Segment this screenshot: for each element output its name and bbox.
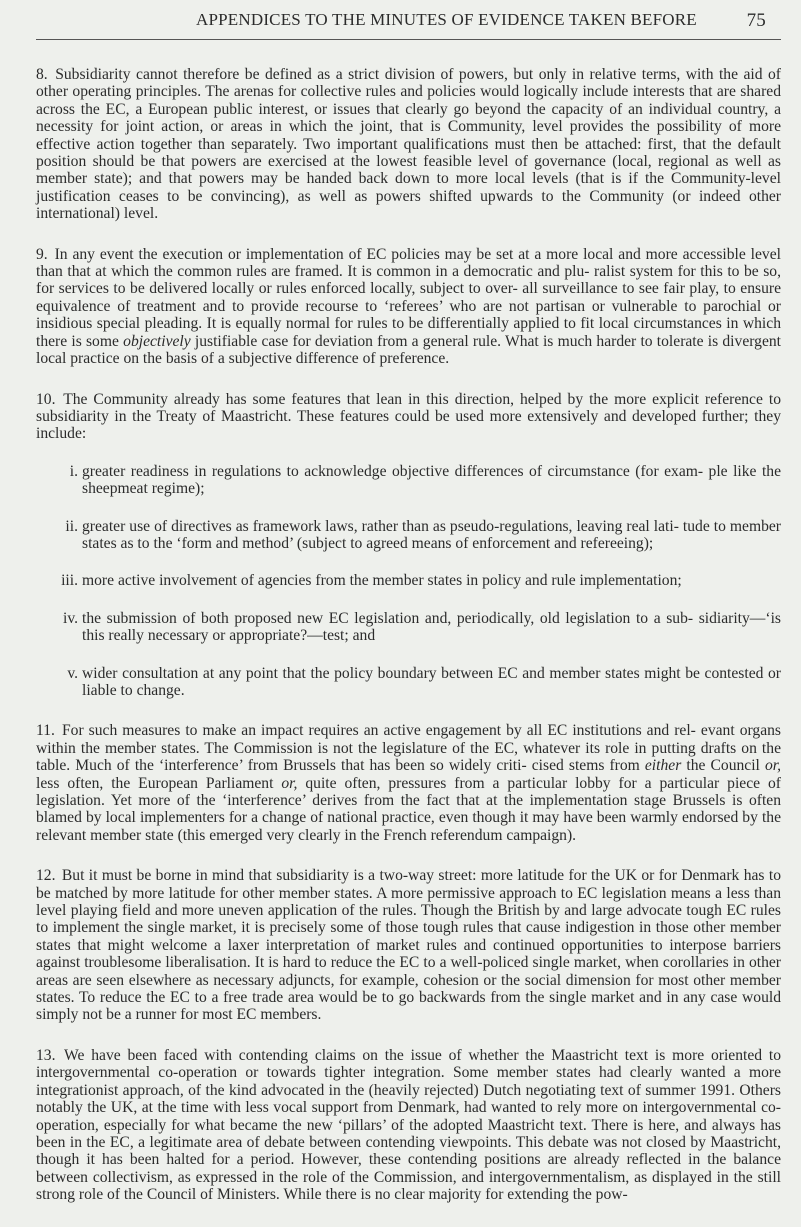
page-number: 75 — [746, 10, 766, 31]
paragraph-number: 10. — [36, 390, 56, 408]
paragraph-9 — [36, 246, 781, 368]
subsidiarity-measures-list — [36, 463, 781, 700]
paragraph-8 — [36, 66, 781, 223]
emphasis-or: or, — [764, 757, 782, 775]
paragraph-10 — [36, 391, 781, 443]
paragraph-text-cont: justifiable case for deviation from a general rule. What is much harder to tolerate is divergent local practice on the basis of a subjective difference of preference. — [36, 332, 781, 368]
page-header — [196, 6, 766, 42]
list-item-text: the submission of both proposed new EC legislation and, periodically, old legislation to a sub- sidiarity—‘is this really necessary or appropriate?—test; and — [82, 609, 781, 645]
list-numeral: iii. — [61, 572, 78, 590]
paragraph-number: 8. — [36, 66, 48, 83]
list-item-text: wider consultation at any point that the policy boundary between EC and member states might be contested or liable to change. — [82, 664, 781, 699]
list-numeral: iv. — [62, 609, 78, 627]
paragraph-number: 11. — [36, 722, 55, 740]
paragraph-text: We have been faced with contending claims on the issue of whether the Maastricht text is more oriented to intergovernmental co-operation or towards tighter integration. Some member states had clearly wanted a more integrationist approach, of the kind advocated in the (heavily rejected) Dutch negotiating text of summer 1991. Others notably the UK, at the time with less vocal support from Denmark, had wanted to rely more on intergovernmental co-operation, especially for what became the new ‘pillars’ of the adopted Maastricht text. There is here, and always has been in the EC, a legitimate area of debate between contending viewpoints. This debate was not closed by Maastricht, though it has been halted for a period. However, these contending positions are already reflected in the balance between collectivism, as expressed in the role of the Commission, and intergovernmentalism, as displayed in the still strong role of the Council of Ministers. While there is no clear majority for extending the pow- — [36, 1046, 781, 1204]
paragraph-text-cont: the Council — [686, 757, 760, 775]
paragraph-12 — [36, 867, 781, 1024]
emphasis-either: either — [644, 757, 682, 775]
list-item — [36, 463, 781, 498]
paragraph-text: Subsidiarity cannot therefore be defined as a strict division of powers, but only in relative terms, with the aid of other operating principles. The arenas for collective rules and policies would logically include interests that are shared across the EC, a European public interest, or issues that clearly go beyond the capacity of an individual country, a necessity for joint action, or areas in which the joint, that is Community, level provides the possibility of more effective action together than separately. Two important qualifications must then be attached: first, that the default position should be that powers are exercised at the lowest feasible level of governance (local, regional as well as member state); and that powers may be handed back down to more local levels (that is if the Community-level justification ceases to be convincing), as well as powers shifted upwards to the Community (or indeed other international) level. — [36, 66, 781, 223]
list-item-text: greater readiness in regulations to acknowledge objective differences of circumstance (for exam- ple like the sheepmeat regime); — [82, 462, 781, 498]
list-numeral: v. — [67, 664, 78, 682]
paragraph-text: The Community already has some features that lean in this direction, helped by the more explicit reference to subsidiarity in the Treaty of Maastricht. These features could be used more extensively and developed further; they include: — [36, 390, 781, 443]
paragraph-text: In any event the execution or implementation of EC policies may be set at a more local and more accessible level than that at which the common rules are framed. It is common in a democratic and plu- ralist system for this to be so, for services to be delivered locally or rules enforced locally, subject to over- all surveillance to see fair play, to ensure equivalence of treatment and to provide recourse to ‘referees’ who are not partisan or vulnerable to parochial or insidious special pleading. It is equally normal for rules to be differentially applied to fit local circumstances in which there is some — [36, 245, 781, 350]
paragraph-text: But it must be borne in mind that subsidiarity is a two-way street: more latitude for the UK or for Denmark has to be matched by more latitude for other member states. A more permissive approach to EC legislation means a less than level playing field and more uneven application of the rules. Though the British by and large advocate tough EC rules to implement the single market, it is precisely some of those tough rules that cause indigestion in those other member states that might welcome a laxer interpretation of market rules and continued opportunities to interpose barriers against troublesome liberalisation. It is hard to reduce the EC to a well-policed single market, when corollaries in other areas are seen elsewhere as necessary adjuncts, for example, cohesion or the social dimension for most other member states. To reduce the EC to a free trade area would be to go backwards from the single market and in any case would simply not be a runner for most EC members. — [36, 867, 781, 1024]
list-item — [36, 610, 781, 645]
paragraph-number: 9. — [36, 245, 48, 263]
running-title: APPENDICES TO THE MINUTES OF EVIDENCE TAKEN BEFORE — [196, 10, 697, 29]
list-item — [36, 665, 781, 700]
paragraph-13 — [36, 1047, 781, 1204]
emphasis-or: or, — [281, 774, 298, 792]
document-body — [36, 50, 781, 1227]
list-item — [36, 518, 781, 553]
paragraph-number: 12. — [36, 867, 56, 885]
list-item — [36, 572, 781, 589]
list-item-text: more active involvement of agencies from the member states in policy and rule implementation; — [82, 572, 682, 590]
header-rule — [36, 39, 781, 40]
list-item-text: greater use of directives as framework laws, rather than as pseudo-regulations, leaving real lati- tude to member states as to the ‘form and method’ (subject to agreed means of enforcement and refereeing); — [82, 517, 781, 552]
paragraph-11 — [36, 722, 781, 844]
paragraph-text-cont: less often, the European Parliament — [36, 774, 274, 792]
paragraph-text-cont: quite often, pressures from a particular lobby for a particular piece of legislation. Yet more of the ‘interference’ derives from the fact that at the implementation stage Brussels is often blamed by local implementers for a change of national practice, even though it may have been warmly endorsed by the relevant member state (this emerged very clearly in the French referendum campaign). — [36, 774, 781, 844]
list-numeral: ii. — [65, 517, 78, 535]
paragraph-number: 13. — [36, 1046, 56, 1064]
emphasis-objectively: objectively — [123, 332, 191, 350]
list-numeral: i. — [69, 462, 78, 480]
paragraph-text: For such measures to make an impact requires an active engagement by all EC institutions and rel- evant organs within the member states. The Commission is not the legislature of the EC, whatever its role in putting drafts on the table. Much of the ‘interference’ from Brussels that has been so widely criti- cised stems from — [36, 722, 781, 775]
